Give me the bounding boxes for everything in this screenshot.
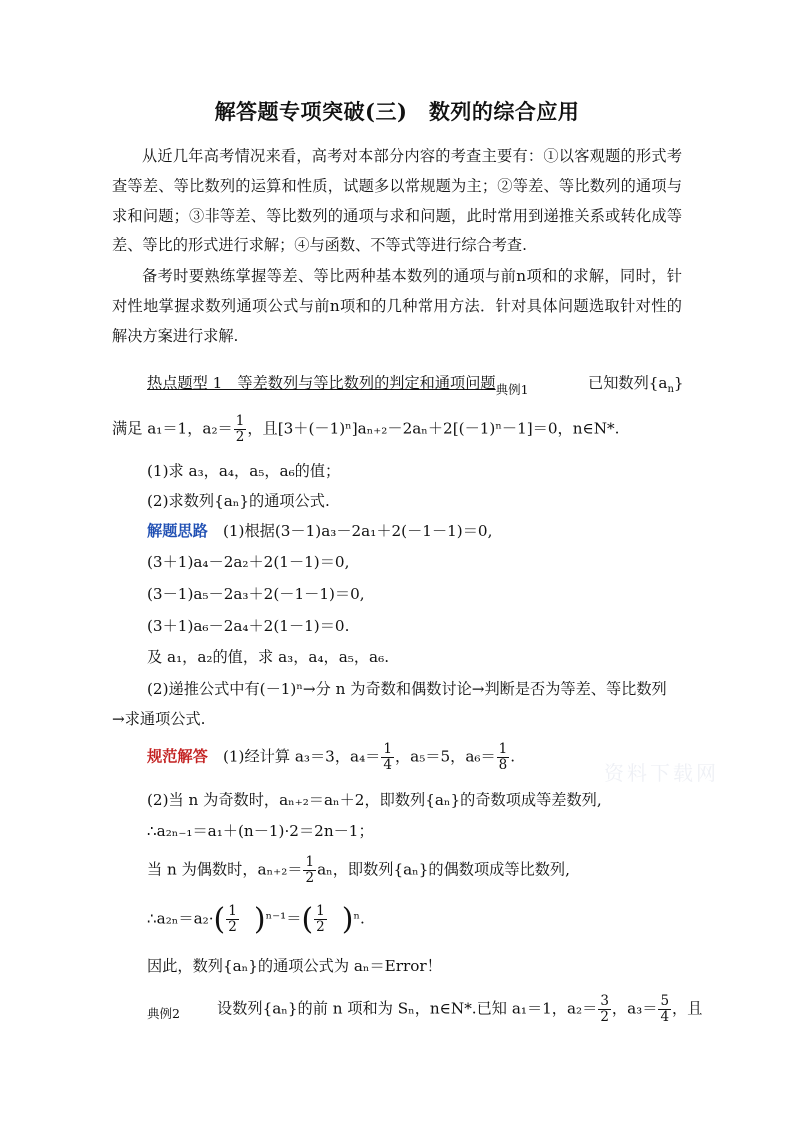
thinking-line-6: (2)递推公式中有(－1)ⁿ→分 n 为奇数和偶数讨论→判断是否为等差、等比数列 [147, 680, 667, 698]
answer-line-6: 因此，数列{aₙ}的通项公式为 aₙ＝Error！ [147, 957, 442, 975]
watermark: 资料下载网 [604, 761, 719, 785]
example-label: 典例1 [495, 382, 529, 397]
example-lead: 已知数列$\{a_n\}$ [588, 374, 684, 396]
topic-heading-row [147, 372, 529, 397]
answer-line-3: ∴a₂ₙ₋₁＝a₁＋(n－1)·2＝2n－1； [147, 822, 374, 840]
answer-line-2: (2)当 n 为奇数时，aₙ₊₂＝aₙ＋2，即数列{aₙ}的奇数项成等差数列, [147, 791, 602, 809]
example-condition: 满足 a₁＝1，a₂＝ $\frac{1}{2}$ ，且[3＋(－1)ⁿ]aₙ₊₂－2aₙ＋2[(－1)ⁿ－1]＝0，n∈N*. [112, 413, 620, 445]
example-2-label: 典例2 [147, 1006, 180, 1021]
thinking-line-7: →求通项公式. [112, 710, 206, 728]
fraction-half: $\frac{1}{2}$ [235, 413, 245, 445]
answer-line-4: 当 n 为偶数时，aₙ₊₂＝ $\frac{1}{2}$ aₙ，即数列{aₙ}的偶数项成等比数列, [147, 854, 570, 886]
answer-line-1: 规范解答 (1)经计算 a₃＝3，a₄＝ $\frac{1}{4}$ ，a₅＝5，a₆＝ $\frac{1}{8}$ . [147, 741, 516, 773]
thinking-line-2: (3＋1)a₄－2a₂＋2(1－1)＝0, [147, 553, 350, 571]
topic-heading: 热点题型 1 等差数列与等比数列的判定和通项问题 [147, 374, 496, 392]
example-2-line: 设数列{aₙ}的前 n 项和为 Sₙ，n∈N*.已知 a₁＝1，a₂＝ $\frac{3}{2}$ ，a₃＝ $\frac{5}{4}$ ，且 [217, 993, 703, 1025]
thinking-line-1: 解题思路 (1)根据(3－1)a₃－2a₁＋2(－1－1)＝0, [147, 522, 493, 540]
thinking-label: 解题思路 [147, 522, 208, 540]
thinking-line-4: (3＋1)a₆－2a₄＋2(1－1)＝0. [147, 617, 350, 635]
intro-paragraph-2: 备考时要熟练掌握等差、等比两种基本数列的通项与前n项和的求解，同时，针对性地掌握求数列通项公式与前n项和的几种常用方法．针对具体问题选取针对性的解决方案进行求解. [112, 267, 682, 345]
thinking-line-3: (3－1)a₅－2a₃＋2(－1－1)＝0, [147, 585, 365, 603]
question-1: (1)求 a₃，a₄，a₅，a₆的值； [147, 462, 341, 480]
intro-paragraph-1: 从近几年高考情况来看，高考对本部分内容的考查主要有：①以客观题的形式考查等差、等比数列的运算和性质，试题多以常规题为主；②等差、等比数列的通项与求和问题；③非等差、等比数列的通项与求和问题，此时常用到递推关系或转化成等差、等比的形式进行求解；④与函数、不等式等进行综合考查. [112, 147, 682, 255]
answer-label: 规范解答 [147, 747, 208, 766]
answer-line-5: ∴a₂ₙ＝a₂·( $\frac{1}{2}$ )ⁿ⁻¹＝( $\frac{1}{2}$ )ⁿ. [147, 902, 365, 937]
page-title: 解答题专项突破(三) 数列的综合应用 [214, 99, 580, 124]
question-2: (2)求数列{aₙ}的通项公式. [147, 492, 330, 510]
thinking-line-5: 及 a₁，a₂的值，求 a₃，a₄，a₅，a₆. [147, 648, 390, 666]
